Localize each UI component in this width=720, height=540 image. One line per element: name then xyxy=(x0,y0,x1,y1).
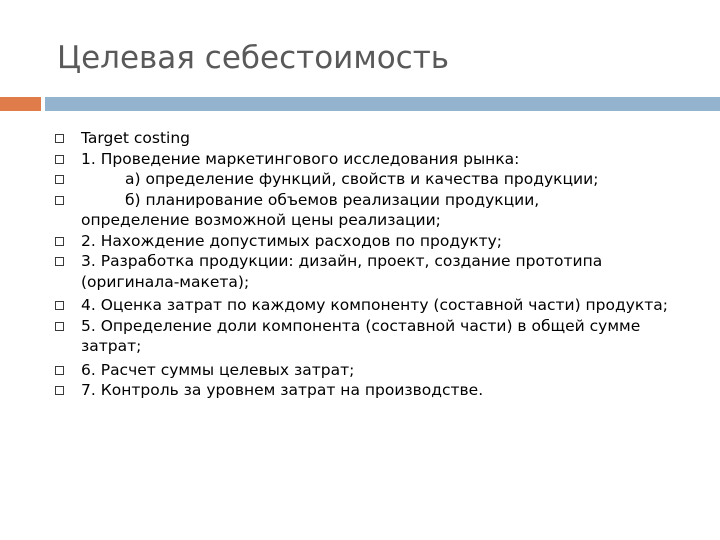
list-item-text: Target costing xyxy=(81,129,191,147)
list-item-text: 7. Контроль за уровнем затрат на производстве. xyxy=(81,381,484,399)
list-item xyxy=(0,380,720,401)
list-item xyxy=(0,149,720,170)
square-bullet-icon xyxy=(55,196,64,205)
list-item-text: 1. Проведение маркетингового исследования рынка: xyxy=(81,149,520,168)
list-item-text: 4. Оценка затрат по каждому компоненту (составной части) продукта; xyxy=(81,296,669,314)
bullet-list xyxy=(0,128,720,401)
list-item-text: 6. Расчет суммы целевых затрат; xyxy=(81,360,355,379)
list-item-text-main: б) планирование объемов реализации продукции, xyxy=(125,190,540,209)
list-item-text-continuation: определение возможной цены реализации; xyxy=(81,211,441,229)
list-item-text: а) определение функций, свойств и качества продукции; xyxy=(125,170,599,188)
square-bullet-icon xyxy=(55,257,64,266)
square-bullet-icon xyxy=(55,155,64,164)
list-item-text: 2. Нахождение допустимых расходов по продукту; xyxy=(81,231,503,250)
list-item xyxy=(0,295,720,316)
list-item xyxy=(0,360,720,381)
square-bullet-icon xyxy=(55,237,64,246)
square-bullet-icon xyxy=(55,175,64,184)
square-bullet-icon xyxy=(55,301,64,310)
list-item xyxy=(0,251,720,292)
list-item-text: 5. Определение доли компонента (составной части) в общей сумме затрат; xyxy=(81,316,641,355)
list-item xyxy=(0,316,720,357)
list-item xyxy=(0,190,720,231)
square-bullet-icon xyxy=(55,134,64,143)
list-item-text: 3. Разработка продукции: дизайн, проект, создание прототипа (оригинала-макета); xyxy=(81,252,603,291)
square-bullet-icon xyxy=(55,366,64,375)
square-bullet-icon xyxy=(55,322,64,331)
accent-bar xyxy=(0,97,41,111)
slide-title: Целевая себестоимость xyxy=(57,40,450,76)
list-item xyxy=(0,169,720,190)
list-item-text xyxy=(81,190,670,231)
square-bullet-icon xyxy=(55,386,64,395)
title-rule-bar xyxy=(45,97,720,111)
list-item xyxy=(0,231,720,252)
list-item xyxy=(0,128,720,149)
